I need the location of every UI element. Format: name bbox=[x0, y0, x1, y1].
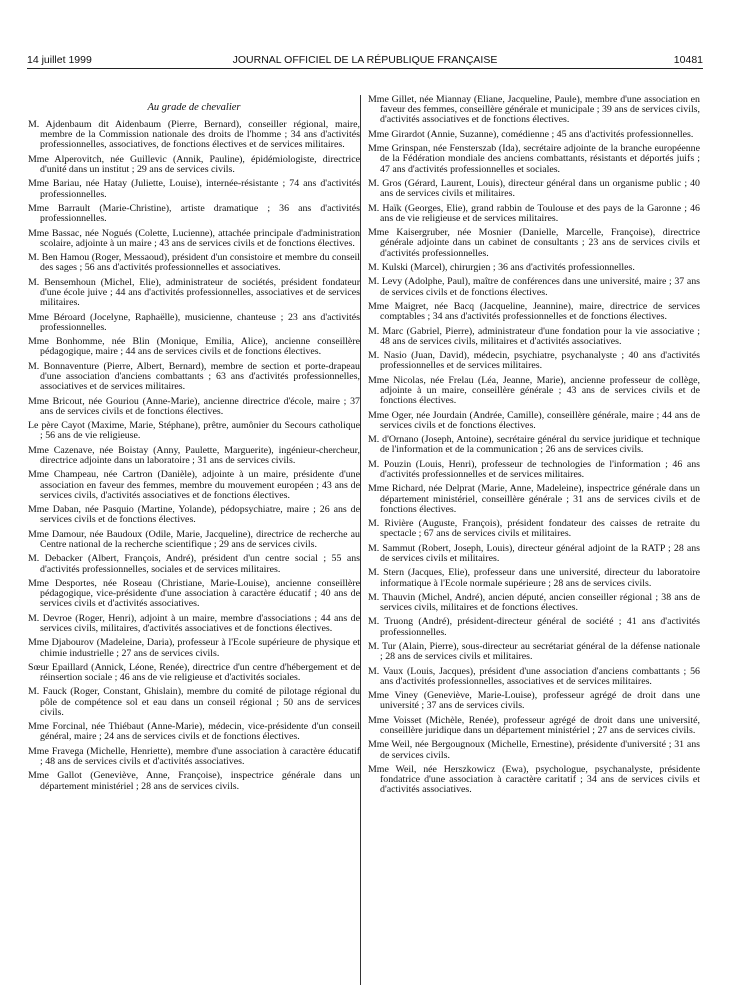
list-item: M. Gros (Gérard, Laurent, Louis), directeur général dans un organisme public ; 40 ans de services civils et militaires. bbox=[368, 177, 700, 200]
list-item: Mme Girardot (Annie, Suzanne), comédienne ; 45 ans d'activités professionnelles. bbox=[368, 128, 694, 140]
list-item: M. Ajdenbaum dit Aidenbaum (Pierre, Bernard), conseiller régional, maire, membre de la Commission nationale des droits de l'homme ; 34 ans d'activités professionnelles, associatives, de fonctions électives et de services militaires. bbox=[28, 119, 360, 151]
list-item: Mme Desportes, née Roseau (Christiane, Marie-Louise), ancienne conseillère pédagogique, vice-présidente d'une association à caractère éducatif ; 40 ans de services civils et d'activités associatives. bbox=[28, 577, 360, 610]
list-item: Mme Gallot (Geneviève, Anne, Françoise), inspectrice générale dans un département ministériel ; 28 ans de services civils. bbox=[28, 770, 360, 792]
header-date: 14 juillet 1999 bbox=[27, 54, 92, 66]
left-column bbox=[28, 95, 360, 796]
list-item: M. Ben Hamou (Roger, Messaoud), président d'un consistoire et membre du conseil des sages ; 56 ans d'activités professionnelles et associatives. bbox=[28, 252, 360, 274]
left-entry-list bbox=[28, 120, 360, 792]
page-header bbox=[27, 54, 703, 69]
list-item: M. Thauvin (Michel, André), ancien député, ancien conseiller régional ; 38 ans de services civils, militaires et de fonctions électives. bbox=[368, 591, 700, 614]
right-column bbox=[368, 95, 700, 800]
header-page-number: 10481 bbox=[673, 54, 703, 66]
list-item: M. Rivière (Auguste, François), président fondateur des caisses de retraite du spectacle ; 67 ans de services civils et militaires. bbox=[368, 518, 700, 540]
list-item: M. Debacker (Albert, François, André), président d'un centre social ; 55 ans d'activités professionnelles, sociales et de services militaires. bbox=[28, 553, 360, 575]
list-item: M. Haïk (Georges, Elie), grand rabbin de Toulouse et des pays de la Garonne ; 46 ans de vie religieuse et de services militaires. bbox=[368, 202, 700, 224]
list-item: Mme Damour, née Baudoux (Odile, Marie, Jacqueline), directrice de recherche au Centre national de la recherche scientifique ; 29 ans de services civils. bbox=[28, 528, 360, 550]
list-item: M. d'Ornano (Joseph, Antoine), secrétaire général du service juridique et technique de l'information et de la communication ; 26 ans de services civils. bbox=[368, 434, 700, 456]
list-item: M. Kulski (Marcel), chirurgien ; 36 ans d'activités professionnelles. bbox=[368, 261, 635, 273]
list-item: Mme Forcinal, née Thiébaut (Anne-Marie), médecin, vice-présidente d'un conseil général, maire ; 24 ans de services civils et de fonctions électives. bbox=[28, 721, 360, 743]
list-item: M. Marc (Gabriel, Pierre), administrateur d'une fondation pour la vie associative ; 48 ans de services civils, militaires et d'activités associatives. bbox=[368, 325, 700, 347]
list-item: M. Nasio (Juan, David), médecin, psychiatre, psychanalyste ; 40 ans d'activités professionnelles et de services militaires. bbox=[368, 350, 700, 372]
list-item: Mme Bassac, née Nogués (Colette, Lucienne), attachée principale d'administration scolaire, adjointe à un maire ; 43 ans de services civils et de fonctions électives. bbox=[28, 227, 360, 249]
list-item: Mme Maigret, née Bacq (Jacqueline, Jeannine), maire, directrice de services comptables ; 34 ans d'activités professionnelles et de fonctions électives. bbox=[368, 300, 700, 323]
list-item: Mme Daban, née Pasquio (Martine, Yolande), pédopsychiatre, maire ; 26 ans de services civils et de fonctions électives. bbox=[28, 504, 360, 526]
list-item: Mme Kaisergruber, née Mosnier (Danielle, Marcelle, Françoise), directrice générale adjointe dans un cabinet de consultants ; 23 ans de services civils et d'activités professionnelles. bbox=[368, 227, 700, 259]
list-item: M. Pouzin (Louis, Henri), professeur de technologies de l'information ; 46 ans d'activités professionnelles et de services militaires. bbox=[368, 458, 700, 480]
list-item: Mme Djabourov (Madeleine, Daria), professeur à l'Ecole supérieure de physique et chimie industrielle ; 27 ans de services civils. bbox=[28, 637, 360, 659]
list-item: M. Sammut (Robert, Joseph, Louis), directeur général adjoint de la RATP ; 28 ans de services civils et militaires. bbox=[368, 542, 700, 564]
list-item: Mme Viney (Geneviève, Marie-Louise), professeur agrégé de droit dans une université ; 37 ans de services civils. bbox=[368, 690, 700, 712]
list-item: Mme Fravega (Michelle, Henriette), membre d'une association à caractère éducatif ; 48 ans de services civils et d'activités associatives. bbox=[28, 745, 360, 768]
list-item: Mme Champeau, née Cartron (Danièle), adjointe à un maire, présidente d'une association en faveur des femmes, membre du mouvement européen ; 43 ans de services civils, d'activités associatives et de fonctions électives. bbox=[28, 469, 360, 501]
list-item: Mme Bricout, née Gouriou (Anne-Marie), ancienne directrice d'école, maire ; 37 ans de services civils et de fonctions électives. bbox=[28, 395, 360, 417]
list-item: Mme Nicolas, née Frelau (Léa, Jeanne, Marie), ancienne professeur de collège, adjointe à un maire, conseillère générale ; 43 ans de services civils et de fonctions électives. bbox=[368, 374, 700, 407]
list-item: M. Tur (Alain, Pierre), sous-directeur au secrétariat général de la défense nationale ; 28 ans de services civils et militaires. bbox=[368, 641, 700, 663]
list-item: Sœur Epaillard (Annick, Léone, Renée), directrice d'un centre d'hébergement et de réinsertion sociale ; 46 ans de vie religieuse et d'activités sociales. bbox=[28, 661, 360, 684]
list-item: M. Levy (Adolphe, Paul), maître de conférences dans une université, maire ; 37 ans de services civils et de fonctions électives. bbox=[368, 276, 700, 298]
list-item: Mme Bariau, née Hatay (Juliette, Louise), internée-résistante ; 74 ans d'activités professionnelles. bbox=[28, 178, 360, 200]
right-entry-list bbox=[368, 95, 700, 796]
list-item: M. Stern (Jacques, Elie), professeur dans une université, directeur du laboratoire informatique à l'Ecole normale supérieure ; 28 ans de services civils. bbox=[368, 567, 700, 589]
list-item: Mme Weil, née Bergougnoux (Michelle, Ernestine), présidente d'université ; 31 ans de services civils. bbox=[368, 739, 700, 761]
column-divider bbox=[360, 95, 361, 985]
list-item: M. Fauck (Roger, Constant, Ghislain), membre du comité de pilotage régional du pôle de compétence sol et eau dans un conseil régional ; 50 ans de services civils. bbox=[28, 686, 360, 718]
list-item: M. Bensemhoun (Michel, Elie), administrateur de sociétés, président fondateur d'une école juive ; 44 ans d'activités professionnelles, associatives et de services militaires. bbox=[28, 276, 360, 309]
list-item: Le père Cayot (Maxime, Marie, Stéphane), prêtre, aumônier du Secours catholique ; 56 ans de vie religieuse. bbox=[28, 420, 360, 442]
list-item: M. Vaux (Louis, Jacques), président d'une association d'anciens combattants ; 56 ans d'activités professionnelles, associatives et de services militaires. bbox=[368, 665, 700, 687]
list-item: Mme Grinspan, née Fensterszab (Ida), secrétaire adjointe de la branche européenne de la Fédération mondiale des anciens combattants, résistants et déportés juifs ; 47 ans d'activités professionnelles et sociales. bbox=[368, 143, 700, 175]
list-item: Mme Richard, née Delprat (Marie, Anne, Madeleine), inspectrice générale dans un département ministériel, conseillère générale ; 31 ans de services civils et de fonctions électives. bbox=[368, 483, 700, 515]
list-item: Mme Oger, née Jourdain (Andrée, Camille), conseillère générale, maire ; 44 ans de services civils et de fonctions électives. bbox=[368, 409, 700, 431]
list-item: Mme Weil, née Herszkowicz (Ewa), psychologue, psychanalyste, présidente fondatrice d'une association à caractère caritatif ; 34 ans de services civils et d'activités associatives. bbox=[368, 764, 700, 796]
list-item: Mme Cazenave, née Boistay (Anny, Paulette, Marguerite), ingénieur-chercheur, directrice adjointe dans un laboratoire ; 31 ans de services civils. bbox=[28, 444, 360, 466]
section-title: Au grade de chevalier bbox=[147, 102, 241, 113]
list-item: Mme Alperovitch, née Guillevic (Annik, Pauline), épidémiologiste, directrice d'unité dans un institut ; 29 ans de services civils. bbox=[28, 153, 360, 175]
header-journal-title: JOURNAL OFFICIEL DE LA RÉPUBLIQUE FRANÇAISE bbox=[232, 54, 498, 66]
list-item: Mme Gillet, née Miannay (Eliane, Jacqueline, Paule), membre d'une association en faveur des femmes, conseillère générale et municipale ; 39 ans de services civils, d'activités associatives et de fonctions électives. bbox=[368, 94, 700, 126]
list-item: Mme Bonhomme, née Blin (Monique, Emilia, Alice), ancienne conseillère pédagogique, maire ; 44 ans de services civils et de fonctions électives. bbox=[28, 336, 360, 358]
list-item: M. Devroe (Roger, Henri), adjoint à un maire, membre d'associations ; 44 ans de services civils, militaires, d'activités associatives et de fonctions électives. bbox=[28, 612, 360, 634]
list-item: Mme Béroard (Jocelyne, Raphaëlle), musicienne, chanteuse ; 23 ans d'activités professionnelles. bbox=[28, 311, 360, 333]
list-item: M. Truong (André), président-directeur général de société ; 41 ans d'activités professionnelles. bbox=[368, 616, 700, 638]
list-item: Mme Voisset (Michèle, Renée), professeur agrégé de droit dans une université, conseillère juridique dans un département ministériel ; 27 ans de services civils. bbox=[368, 714, 700, 737]
list-item: Mme Barrault (Marie-Christine), artiste dramatique ; 36 ans d'activités professionnelles. bbox=[28, 202, 360, 225]
list-item: M. Bonnaventure (Pierre, Albert, Bernard), membre de section et porte-drapeau d'une association d'anciens combattants ; 63 ans d'activités professionnelles, associatives et de services militaires. bbox=[28, 360, 360, 393]
